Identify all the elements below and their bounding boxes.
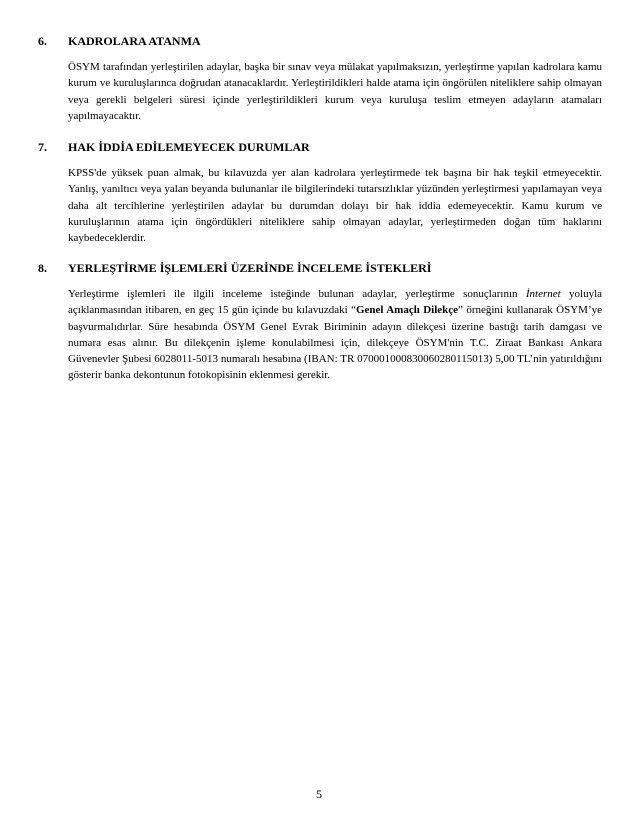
page-number: 5: [316, 787, 322, 801]
section-number: 8.: [38, 261, 47, 275]
internet-term: İnternet: [525, 288, 561, 300]
section-heading: [38, 261, 602, 276]
section-6: [38, 34, 602, 135]
section-number: 6.: [38, 34, 47, 48]
form-name: Genel Amaçlı Dilekçe: [355, 304, 459, 317]
section-heading: [38, 140, 602, 155]
section-body-text: Yerleştirme işlemleri ile ilgili inceleme isteğinde bulunan adaylar, yerleştirme sonuçlarının: [68, 288, 526, 300]
section-body: ÖSYM tarafından yerleştirilen adaylar, başka bir sınav veya mülakat yapılmaksızın, yerleştirme yapılan kadrolara kamu kurum ve kuruluşlarınca doğrudan atanacaklardır. Yerleştirildikleri halde atama için öngörülen niteliklere sahip olmayan veya gerekli belgeleri süresi içinde yerleştirildikleri kurum veya kuruluşa teslim etmeyen adayların atamaları yapılmayacaktır.: [68, 61, 602, 122]
section-body-text: yoluyla açıklanmasından itibaren, en geç 15 gün içinde bu kılavuzdaki “: [68, 288, 603, 317]
section-title: HAK İDDİA EDİLEMEYECEK DURUMLAR: [68, 140, 310, 154]
section-title: KADROLARA ATANMA: [68, 34, 201, 48]
section-heading: [38, 34, 602, 49]
section-body: KPSS'de yüksek puan almak, bu kılavuzda yer alan kadrolara yerleştirmede tek başına bir hak teşkil etmeyecektir. Yanlış, yanıltıcı veya yalan beyanda bulunanlar ile bilgilerindeki tutarsızlıklar yüzünden yerleştirmesi yapılamayan veya daha alt tercihlerine yerleştirilen adaylar bu durumdan dolayı bir hak iddia edemeyecektir. Kamu kurum ve kuruluşlarının atama için öngördükleri niteliklere sahip olmayan adaylar, yerleştirmeden doğan tüm haklarını kaybedeceklerdir.: [68, 167, 602, 245]
section-title: YERLEŞTİRME İŞLEMLERİ ÜZERİNDE İNCELEME İSTEKLERİ: [68, 261, 432, 275]
section-body: [68, 286, 602, 384]
section-8: [38, 261, 602, 395]
section-body-text: ” örneğini kullanarak ÖSYM’ye başvurmalıdırlar. Süre hesabında ÖSYM Genel Evrak Biriminin adayın dilekçesi üzerine bastığı tarih damgası ve numara esas alınır. Bu dilekçenin işleme konulabilmesi için, dilekçeye ÖSYM'nin T.C. Ziraat Bankası Ankara Güvenevler Şubesi 6028011-5013 numaralı hesabına (IBAN: TR 070001000830060280115013) 5,00 TL’nin yatırıldığını gösterir banka dekontunun fotokopisinin eklenmesi gerekir.: [68, 304, 602, 382]
section-number: 7.: [38, 140, 47, 154]
section-7: [38, 140, 602, 257]
